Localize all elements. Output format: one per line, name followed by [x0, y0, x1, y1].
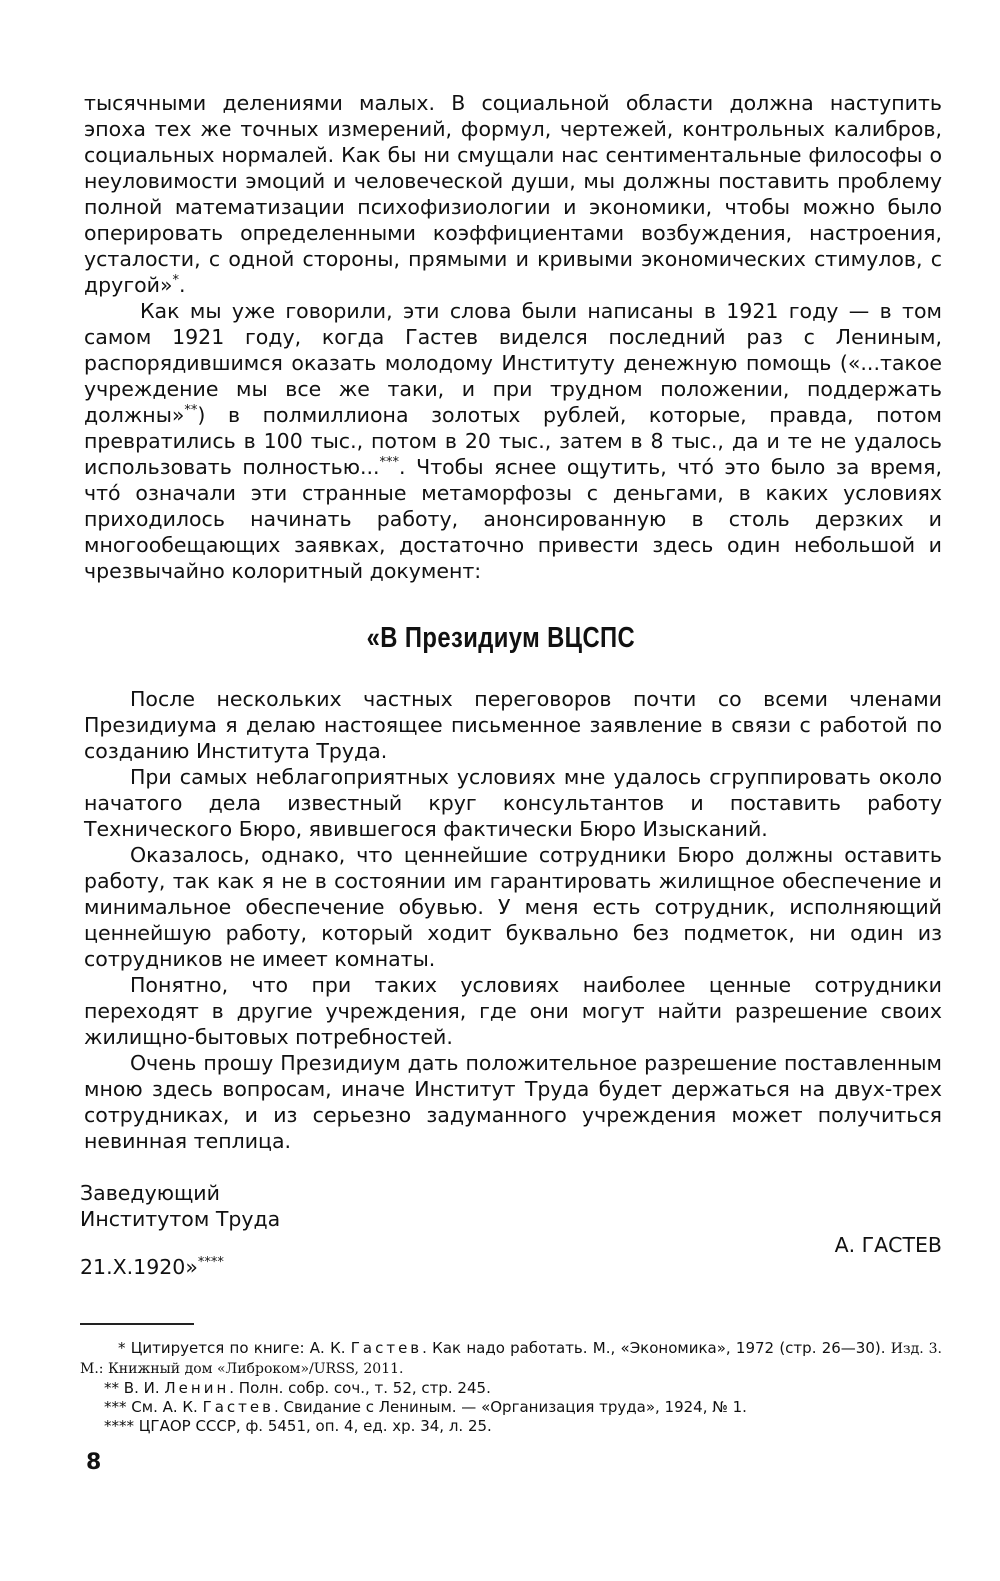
letter-date: 21.X.1920»**** — [80, 1255, 224, 1279]
footnotes — [80, 1339, 942, 1436]
letter-paragraph: Понятно, что при таких условиях наиболее ценные сотрудники переходят в другие учреждения, где они могут найти разрешение своих жилищно-бытовых потребностей. — [84, 973, 942, 1049]
letter-heading: «В Президиум ВЦСПС — [366, 622, 636, 654]
footnote-ref-4[interactable]: **** — [197, 1255, 224, 1271]
body-paragraph-1: тысячными делениями малых. В социальной области должна наступить эпоха тех же точных измерений, формул, чертежей, контрольных калибров, социальных нормалей. Как бы ни смущали нас сентиментальные философы о неуловимости эмоций и человеческой души, мы должны поставить проблему полной математизации психофизиологии и экономики, чтобы можно было оперировать определенными коэффициентами возбуждения, настроения, усталости, с одной стороны, прямыми и кривыми экономических стимулов, с другой»*. — [84, 91, 942, 297]
signer-name: А. ГАСТЕВ — [834, 1233, 942, 1257]
letter-body — [84, 686, 942, 1154]
footnote-ref-2[interactable]: ** — [184, 403, 198, 419]
letter-paragraph: Оказалось, однако, что ценнейшие сотрудники Бюро должны оставить работу, так как я не в состоянии им гарантировать жилищное обеспечение и минимальное обеспечение обувью. У меня есть сотрудник, исполняющий ценнейшую работу, который ходит буквально без подметок, ни один из сотрудников не имеет комнаты. — [84, 843, 942, 971]
footnote-ref-1[interactable]: * — [172, 273, 179, 289]
page-number: 8 — [86, 1450, 102, 1475]
letter-paragraph: Очень прошу Президиум дать положительное разрешение поставленным мною здесь вопросам, иначе Институт Труда будет держаться на двух-трех сотрудниках, и из серьезно задуманного учреждения может получиться невинная теплица. — [84, 1051, 942, 1153]
letter-paragraph: При самых неблагоприятных условиях мне удалось сгруппировать около начатого дела известный круг консультантов и поставить работу Технического Бюро, явившегося фактически Бюро Изысканий. — [84, 765, 942, 841]
footnote-1: * Цитируется по книге: А. К. Гастев. Как надо работать. М., «Экономика», 1972 (стр. 26—30). Изд. 3. М.: Книжный дом «Либроком»/URSS, 2011. — [80, 1339, 942, 1377]
signer-title: Заведующий Институтом Труда — [80, 1181, 281, 1231]
footnote-ref-3[interactable]: *** — [379, 455, 400, 471]
letter-paragraph: После нескольких частных переговоров почти со всеми членами Президиума я делаю настоящее письменное заявление в связи с работой по созданию Института Труда. — [84, 687, 942, 763]
body-paragraph-2: Как мы уже говорили, эти слова были написаны в 1921 году — в том самом 1921 году, когда Гастев виделся последний раз с Лениным, распорядившимся оказать молодому Институту денежную помощь («...такое учреждение мы все же таки, и при трудном положении, поддержать должны»**) в полмиллиона золотых рублей, которые, правда, потом превратились в 100 тыс., потом в 20 тыс., затем в 8 тыс., да и те не удалось использовать полностью...***. Чтобы яснее ощутить, что́ это было за время, что́ означали эти странные метаморфозы с деньгами, в каких условиях приходилось начинать работу, анонсированную в столь дерзких и многообещающих заявках, достаточно привести здесь один небольшой и чрезвычайно колоритный документ: — [84, 299, 942, 583]
footnote-2: ** В. И. Ленин. Полн. собр. соч., т. 52, стр. 245. — [104, 1379, 491, 1397]
footnote-divider — [80, 1323, 194, 1325]
footnote-4: **** ЦГАОР СССР, ф. 5451, оп. 4, ед. хр. 34, л. 25. — [104, 1417, 492, 1435]
edition-note: Изд. 3. М.: Книжный дом «Либроком»/URSS, 2011. — [80, 1341, 942, 1377]
footnote-3: *** См. А. К. Гастев. Свидание с Лениным. — «Организация труда», 1924, № 1. — [104, 1398, 747, 1416]
